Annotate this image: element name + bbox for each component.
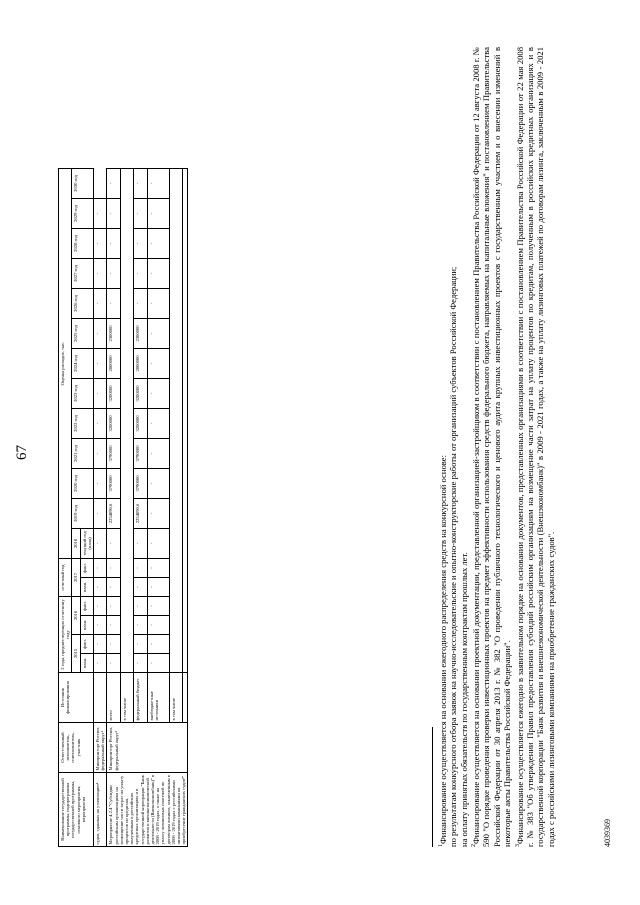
cell: - xyxy=(147,379,169,409)
row-a-participant: Минпромторг России, федеральный округ¹ xyxy=(94,723,107,773)
cell: - xyxy=(147,578,169,597)
document-id: 4039369 xyxy=(603,819,612,847)
cell: - xyxy=(94,597,107,616)
row-b-blank xyxy=(120,169,134,673)
header-year-2019: 2019 год xyxy=(72,499,94,529)
table-row xyxy=(107,169,121,847)
header-year-2029: 2029 год xyxy=(72,199,94,229)
header-year-2025: 2025 год xyxy=(72,319,94,349)
cell: - xyxy=(147,635,169,654)
header-row-1 xyxy=(59,169,72,847)
row-a-name: судов, сданных на утилизацию⁴ xyxy=(94,773,107,847)
cell: - xyxy=(134,597,148,616)
cell: 3200000 xyxy=(107,409,121,439)
cell: - xyxy=(94,319,107,349)
header-2018: 2018 xyxy=(72,529,80,559)
cell: - xyxy=(147,469,169,499)
row-b-src-off: внебюджетные источники xyxy=(147,673,169,723)
cell: - xyxy=(147,597,169,616)
header-plan-2017: план. xyxy=(80,578,93,597)
header-plan-2015: план. xyxy=(80,654,93,673)
cell: - xyxy=(94,654,107,673)
header-year-2026: 2026 год xyxy=(72,289,94,319)
cell: - xyxy=(147,169,169,199)
footnote-1a: $^1$Финансирование осуществляется на основании ежегодного распределения средств на конкурсной основе: xyxy=(437,455,448,847)
row-b-src-incl: в том числе xyxy=(120,673,134,723)
footnote-rule xyxy=(432,727,433,847)
cell: - xyxy=(147,559,169,578)
cell: - xyxy=(94,439,107,469)
cell: - xyxy=(134,529,148,559)
cell: 3790000 xyxy=(134,439,148,469)
cell: - xyxy=(94,578,107,597)
cell: 3200000 xyxy=(134,409,148,439)
cell: 2300000 xyxy=(134,319,148,349)
cell: - xyxy=(134,199,148,229)
cell: - xyxy=(94,635,107,654)
row-b-participant: Минпромторг России, федеральный округ¹ xyxy=(107,723,188,773)
header-year-2028: 2028 год xyxy=(72,229,94,259)
header-year-2030: 2030 год xyxy=(72,169,94,199)
footnotes xyxy=(432,47,556,847)
cell: - xyxy=(107,289,121,319)
cell: - xyxy=(147,199,169,229)
footnote-3-text: Финансирование осуществляется ежегодно в заявительном порядке на основании документов, представленных организациями в соответствии с постановлением Правительства Российской Федерации от 22 мая 2008 г. № 383 "Об утверждении Правил предоставления субсидий российским организациям на возмещение части затрат на уплату процентов по кредитам, полученным в российских кредитных организациях и в государственной корпорации "Банк развития и внешнеэкономической деятельности (Внешэкономбанк)" в 2009 - 2021 годах, а также на уплату лизинговых платежей по договорам лизинга, заключенным в 2009 - 2021 годах с российскими лизинговыми компаниями на приобретение гражданских судов". xyxy=(514,47,556,847)
cell: - xyxy=(134,259,148,289)
footnote-1b: по результатам конкурсного отбора заявок на научно-исследовательские и опытно-конструкторские работы от организаций субъектов Российской Федерации; xyxy=(448,266,459,847)
row-b-src-empty xyxy=(183,673,188,723)
cell: - xyxy=(107,635,121,654)
header-plan-2016: план. xyxy=(80,616,93,635)
cell: - xyxy=(134,289,148,319)
footnote-2-text: Финансирование осуществляется на основании проектной документации, представленной организацией-застройщиком в соответствии с постановлением Правительства Российской Федерации от 12 августа 2008 г. № 590 "О порядке проведения проверки инвестиционных проектов на предмет эффективности использования средств федерального бюджета, направляемых на капитальные вложения" и постановлением Правительства Российской Федерации от 30 апреля 2013 г. № 382 "О проведении публичного технологического и ценового аудита крупных инвестиционных проектов с государственным участием и о внесении изменений в некоторые акты Правительства Российской Федерации". xyxy=(470,47,513,847)
cell: 3200000 xyxy=(134,379,148,409)
cell: 3790000 xyxy=(107,439,121,469)
cell: - xyxy=(107,529,121,559)
header-source: Источник финансирования xyxy=(59,673,94,723)
header-fact-2017: факт. xyxy=(80,559,93,578)
header-2015: 2015 xyxy=(72,635,80,673)
footnote-1a-text: Финансирование осуществляется на основании ежегодного распределения средств на конкурсной основе: xyxy=(437,455,448,844)
header-participant: Ответственный исполнитель, соисполнитель, участник xyxy=(59,723,94,773)
cell: - xyxy=(134,578,148,597)
cell: 2800000 xyxy=(107,349,121,379)
cell: - xyxy=(134,559,148,578)
cell: - xyxy=(94,259,107,289)
cell: 3200000 xyxy=(107,379,121,409)
header-year-2027: 2027 год xyxy=(72,259,94,289)
cell: - xyxy=(147,529,169,559)
cell: - xyxy=(107,199,121,229)
row-b-name: Мероприятие 4.2.4 "Субсидии российским организациям на возмещение части затрат на уплату процентов по кредитам, полученным в российских кредитных организациях и в государственной корпорации "Банк развития и внешнеэкономической деятельности (Внешэкономбанк)" в 2008 - 2019 годах, а также на уплату лизинговых платежей по договорам лизинга, заключенным в 2008 - 2019 годах с российскими лизинговыми компаниями на приобретение гражданских судов²" xyxy=(107,773,188,847)
cell: - xyxy=(147,439,169,469)
cell: - xyxy=(94,499,107,529)
cell: - xyxy=(94,379,107,409)
cell: - xyxy=(147,289,169,319)
header-fact-2015: факт. xyxy=(80,635,93,654)
table-row xyxy=(94,169,107,847)
row-b-src-total: всего xyxy=(107,673,121,723)
cell: - xyxy=(94,199,107,229)
cell: - xyxy=(147,259,169,289)
cell: - xyxy=(147,654,169,673)
header-2016: 2016 xyxy=(72,597,80,635)
cell: - xyxy=(107,578,121,597)
cell: - xyxy=(107,559,121,578)
cell: 2800000 xyxy=(134,349,148,379)
footnote-2: $^2$Финансирование осуществляется на основании проектной документации, представленной организацией-застройщиком в соответствии с постановлением Правительства Российской Федерации от 12 августа 2008 г. № 590 "О порядке проведения проверки инвестиционных проектов на предмет эффективности использования средств федерального бюджета, направляемых на капитальные вложения" и постановлением Правительства Российской Федерации от 30 апреля 2013 г. № 382 "О проведении публичного технологического и ценового аудита крупных инвестиционных проектов с государственным участием и о внесении изменений в некоторые акты Правительства Российской Федерации". xyxy=(470,47,513,847)
footnote-1c: на оплату принятых обязательств по государственным контрактам прошлых лет. xyxy=(458,552,469,847)
row-b-blank-2 xyxy=(169,169,183,673)
cell: - xyxy=(94,559,107,578)
footnote-3: $^3$Финансирование осуществляется ежегодно в заявительном порядке на основании документов, представленных организациями в соответствии с постановлением Правительства Российской Федерации от 22 мая 2008 г. № 383 "Об утверждении Правил предоставления субсидий российским организациям на возмещение части затрат на уплату процентов по кредитам, полученным в российских кредитных организациях и в государственной корпорации "Банк развития и внешнеэкономической деятельности (Внешэкономбанк)" в 2009 - 2021 годах, а также на уплату лизинговых платежей по договорам лизинга, заключенным в 2009 - 2021 годах с российскими лизинговыми компаниями на приобретение гражданских судов". xyxy=(514,47,556,847)
cell: - xyxy=(94,529,107,559)
cell: - xyxy=(107,597,121,616)
header-report: отчетный год xyxy=(59,559,72,597)
financing-table xyxy=(58,168,188,847)
cell: 2300000 xyxy=(107,319,121,349)
cell: - xyxy=(107,169,121,199)
cell: - xyxy=(134,229,148,259)
header-year-2024: 2024 год xyxy=(72,349,94,379)
row-a-source xyxy=(94,673,107,723)
cell: - xyxy=(147,616,169,635)
cell: 3790000 xyxy=(107,469,121,499)
cell: - xyxy=(94,409,107,439)
cell: - xyxy=(107,229,121,259)
cell: - xyxy=(107,259,121,289)
header-est: Оценка расходов, тыс. xyxy=(59,169,72,559)
header-year-2023: 2023 год xyxy=(72,379,94,409)
cell: - xyxy=(94,289,107,319)
cell: - xyxy=(134,654,148,673)
row-b-src-incl2: в том числе xyxy=(169,673,183,723)
header-year-2022: 2022 год xyxy=(72,409,94,439)
cell: - xyxy=(147,319,169,349)
cell: 2254090,6 xyxy=(134,499,148,529)
cell: - xyxy=(107,654,121,673)
cell: - xyxy=(147,229,169,259)
header-2017: 2017 xyxy=(72,559,80,597)
cell: - xyxy=(134,169,148,199)
cell: 2254090,6 xyxy=(107,499,121,529)
cell: - xyxy=(107,616,121,635)
row-b-blank-3 xyxy=(183,169,188,673)
cell: - xyxy=(147,409,169,439)
cell: - xyxy=(147,349,169,379)
cell: - xyxy=(94,616,107,635)
header-year-2021: 2021 год xyxy=(72,439,94,469)
cell: - xyxy=(134,635,148,654)
cell: - xyxy=(147,499,169,529)
cell: 3790000 xyxy=(134,469,148,499)
header-name: Наименование государственной программы, подпрограммы государственной программы, основного мероприятия, мероприятия xyxy=(59,773,94,847)
page-number: 67 xyxy=(14,445,30,460)
cell: - xyxy=(94,229,107,259)
header-fact-2016: факт. xyxy=(80,597,93,616)
header-2018-sub: текущий год (план) xyxy=(80,529,93,559)
cell: - xyxy=(94,469,107,499)
row-b-src-fed: федеральный бюджет xyxy=(134,673,148,723)
cell: - xyxy=(94,349,107,379)
header-year-2020: 2020 год xyxy=(72,469,94,499)
cell: - xyxy=(134,616,148,635)
header-prev2: 2 года, предшествующих отчетному году xyxy=(59,597,72,673)
